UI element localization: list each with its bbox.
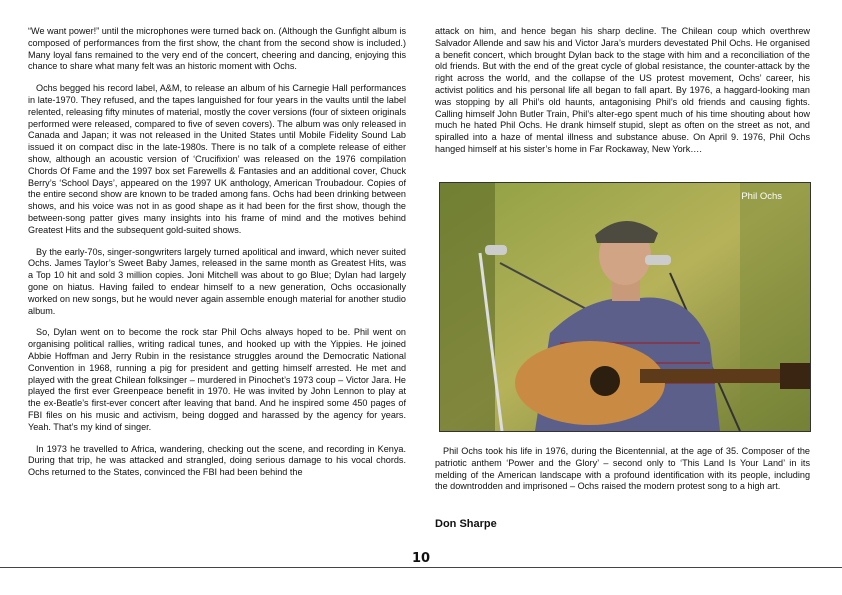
photo-caption (435, 446, 810, 493)
phil-ochs-photo (439, 182, 811, 432)
right-column (435, 26, 810, 166)
paragraph: By the early-70s, singer-songwriters largely turned apolitical and inward, which never suited Ochs. James Taylor’s Sweet Baby James, released in the same month as Greatest Hits, was a Top 10 hit and sold 3 million copies. Joni Mitchell was about to go Blue; Dylan had largely gone on hiatus. Having failed to endear himself to a new generation, Ochs occasionally worked on new songs, but he would never again assemble enough material for another studio album. (28, 246, 406, 316)
photo-label: Phil Ochs (741, 191, 782, 202)
author-signature: Don Sharpe (435, 518, 497, 530)
paragraph: attack on him, and hence began his sharp decline. The Chilean coup which overthrew Salvador Allende and saw his and Victor Jara’s murders devestated Phil Ochs. He organised a benefit concert, which brought Dylan back to the stage with him and a reconciliation of the old friends. But with the end of the great cycle of global resistance, the counter-attack by the right across the world, and the collapse of the US protest movement, Ochs’ career, his activist politics and his personal life all began to fall apart. By 1976, a haggard-looking man was stopping by all Phil’s old haunts, antagonising Phil’s old friends and causing fights. Calling himself John Butler Train, Phil’s alter-ego spent much of his time shouting about how much he hated Phil Ochs. He drank himself stupid, slept as often on the street as not, and spiralled into a haze of mental illness and substance abuse. On April 9. 1976, Phil Ochs hanged himself at his sister’s home in Far Rockaway, New York…. (435, 26, 810, 154)
photo-illustration (440, 183, 810, 431)
footer-rule (0, 567, 842, 568)
paragraph: So, Dylan went on to become the rock star Phil Ochs always hoped to be. Phil went on organising political rallies, writing radical tunes, and hooked up with the Yippies. He joined Abbie Hoffman and Jerry Rubin in the resistance struggles around the Democratic National Convention in 1968, running a pig for president and getting himself arrested. He met and played with the great Chilean folksinger – murdered in Pinochet’s 1973 coup – Victor Jara. He played the first ever Greenpeace benefit in 1970. He was invited by John Lennon to play at the ex-Beatle’s first-ever concert after leaving that band. And he inspired some 450 pages of FBI files on his music and activism, being dogged and harassed by the agency for years. Yeah. That’s my kind of singer. (28, 327, 406, 432)
left-column (28, 26, 406, 489)
paragraph: “We want power!” until the microphones were turned back on. (Although the Gunfight album is composed of performances from the first show, the chant from the second show is included.) Many loyal fans remained to the very end of the concert, cheering and dancing, enjoying this chance to share what many felt was an historic moment with Ochs. (28, 26, 406, 72)
paragraph: In 1973 he travelled to Africa, wandering, checking out the scene, and recording in Kenya. During that trip, he was attacked and strangled, doing serious damage to his vocal chords. Ochs returned to the States, convinced the FBI had been behind the (28, 443, 406, 478)
caption-text: Phil Ochs took his life in 1976, during the Bicentennial, at the age of 35. Composer of the patriotic anthem ‘Power and the Glory’ – second only to ‘This Land Is Your Land’ in its melding of the American landscape with a profound identification with its people, including the downtrodden and imprisoned – Ochs raised the modern protest song to a high art. (435, 446, 810, 492)
page-number: 10 (411, 551, 431, 566)
paragraph: Ochs begged his record label, A&M, to release an album of his Carnegie Hall performances in late-1970. They refused, and the tapes languished for four years in the vaults until the label relented, releasing fifty minutes of material, mostly the cover versions (four of sixteen originals performed were released, compared to five of seven covers). The album was only released in Canada and Japan; it was not released in the United States until Mobile Fidelity Sound Lab issued it on compact disc in the late-1980s. There is no talk of a complete release of either show, although an acoustic version of ‘Crucifixion’ was released on the 1976 compilation Chords Of Fame and the 1997 box set Farewells & Fantasies and an additional cover, Chuck Berry’s ‘School Days’, appeared on the 1997 UK anthology, American Troubadour. Copies of the entire second show are known to be traded among fans. Ochs had been drinking between shows, and his voice was not in as good shape as it had been for the first show, though the between-song patter gives many insights into his frame of mind and the motives behind Greatest Hits and the subsequent gold-suited shows. (28, 83, 406, 235)
